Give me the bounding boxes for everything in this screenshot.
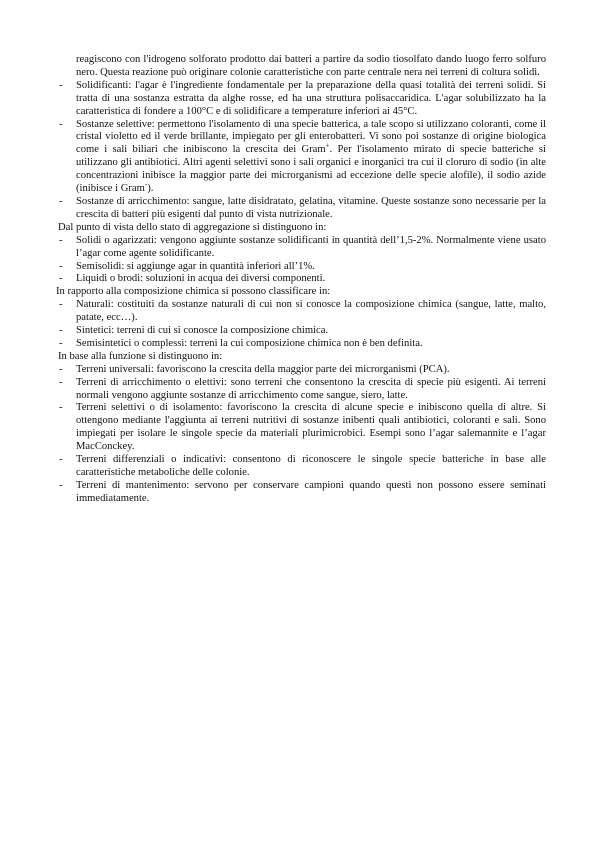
list-item	[56, 364, 546, 377]
list-item-text: Terreni selettivi o di isolamento: favoriscono la crescita di alcune specie e inibiscono quella di altre. Si ottengono mediante l'aggiunta ai terreni nutritivi di sostanze inibenti quali antibiotici, coloranti e sali. Sono impiegati per isolare le singole specie da materiali plurimicrobici. Esempi sono l’agar salemannite e l’agar MacConckey.	[76, 402, 546, 453]
list-bullet: -	[59, 260, 63, 272]
list-item-text: Terreni di arricchimento o elettivi: sono terreni che consentono la crescita di specie più esigenti. Ai terreni normali vengono aggiunte sostanze di arricchimento come sangue, siero, latte.	[76, 376, 546, 401]
list-bullet: -	[59, 337, 63, 349]
list-bullet: -	[59, 195, 63, 207]
list-item	[56, 273, 546, 286]
list-item-text: Terreni differenziali o indicativi: consentono di riconoscere le singole specie batteriche in base alle caratteristiche metaboliche delle colonie.	[76, 454, 546, 478]
list-item	[56, 235, 546, 261]
list-bullet: -	[59, 402, 63, 414]
list-item-text: Liquidi o brodi: soluzioni in acqua dei diversi componenti.	[76, 273, 326, 285]
list-item	[56, 377, 546, 403]
list-item-text: Solidificanti: l'agar è l'ingrediente fondamentale per la preparazione della quasi totalità dei terreni solidi. Si tratta di una sostanza estratta da alghe rosse, ed ha una struttura polisaccaridica. L'agar solubilizzato ha la caratteristica di fondere a 100°C e di solidificare a temperature inferiori ai 45°C.	[76, 79, 546, 117]
list-bullet: -	[59, 363, 63, 375]
list-bullet: -	[59, 376, 63, 388]
list-item	[56, 402, 546, 454]
list-item-text: Solidi o agarizzati: vengono aggiunte sostanze solidificanti in quantità dell’1,5-2%. Normalmente viene usato l’agar come agente solidificante.	[76, 234, 546, 259]
section-heading-composizione: In rapporto alla composizione chimica si possono classificare in:	[56, 286, 331, 298]
list-item	[56, 454, 546, 480]
list-bullet: -	[59, 299, 63, 311]
list-item	[56, 325, 546, 338]
document-body	[56, 54, 546, 506]
list-bullet: -	[59, 325, 63, 337]
list-item-text: Naturali: costituiti da sostanze naturali di cui non si conosce la composizione chimica (sangue, latte, malto, patate, ecc…).	[76, 299, 546, 324]
list-item-text: Terreni universali: favoriscono la crescita della maggior parte dei microrganismi (PCA).	[76, 363, 450, 375]
list-item	[56, 196, 546, 222]
list-item	[56, 261, 546, 274]
list-item	[56, 480, 546, 506]
list-bullet: -	[59, 118, 63, 130]
section-heading-aggregazione: Dal punto di vista dello stato di aggregazione si distinguono in:	[58, 221, 327, 233]
list-item-text: Sostanze selettive: permettono l'isolamento di una specie batterica, a tale scopo si utilizzano coloranti, come il cristal violetto ed il verde brillante, impiegato per gli enterobatteri. Vi sono poi sostanze di origine biologica come i sali biliari che inibiscono la crescita dei Gram+. Per l'isolamento mirato di specie batteriche si utilizzano gli antibiotici. Altri agenti selettivi sono i sali organici e inorganici tra cui il cloruro di sodio (in alte concentrazioni inibisce la maggior parte dei microrganismi ad eccezione delle specie alofile), il sodio azide (inibisce i Gram-).	[76, 118, 546, 195]
list-bullet: -	[59, 234, 63, 246]
list-bullet: -	[59, 273, 63, 285]
list-item-text: Sostanze di arricchimento: sangue, latte disidratato, gelatina, vitamine. Queste sostanze sono necessarie per la crescita di batteri più esigenti dal punto di vista nutrizionale.	[76, 195, 546, 220]
list-bullet: -	[59, 479, 63, 491]
list-item	[56, 299, 546, 325]
list-item-text: Semisolidi: si aggiunge agar in quantità inferiori all’1%.	[76, 260, 315, 272]
list-item	[56, 80, 546, 119]
superscript-plus: +	[325, 141, 330, 150]
list-item-text: Sintetici: terreni di cui si conosce la composizione chimica.	[76, 325, 329, 337]
list-item	[56, 338, 546, 351]
superscript-minus: -	[144, 180, 148, 189]
list-bullet: -	[59, 79, 63, 91]
continued-paragraph: reagiscono con l'idrogeno solforato prodotto dai batteri a partire da sodio tiosolfato dando luogo ferro solfuro nero. Questa reazione può originare colonie caratteristiche con parte centrale nera nei terreni di coltura solidi.	[76, 54, 546, 78]
section-heading-funzione: In base alla funzione si distinguono in:	[58, 350, 223, 362]
list-item	[56, 119, 546, 196]
list-item-text: Semisintetici o complessi: terreni la cui composizione chimica non è ben definita.	[76, 337, 423, 349]
list-bullet: -	[59, 454, 63, 466]
list-item-text: Terreni di mantenimento: servono per conservare campioni quando questi non possono essere seminati immediatamente.	[76, 479, 546, 504]
